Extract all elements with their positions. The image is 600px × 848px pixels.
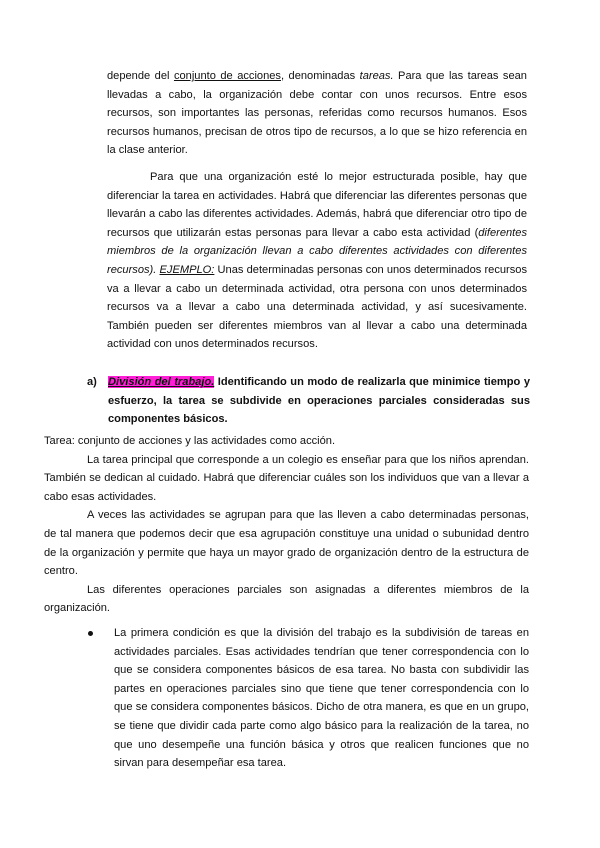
paragraph-text [107, 67, 527, 160]
section-heading [87, 373, 530, 429]
heading-text [108, 373, 530, 429]
text-span: depende del [107, 70, 174, 82]
text-span: Para que las tareas sean llevadas a cabo, la organización debe contar con unos recursos. Entre esos recursos, son importantes las personas, referidas como recursos humanos. Esos recursos humanos, precisan de otros tipo de recursos, a lo que se hizo referencia en la clase anterior. [107, 70, 527, 157]
bullet-text: La primera condición es que la división del trabajo es la subdivisión de tareas en actividades parciales. Esas actividades tendrían que tener correspondencia con lo que se considera componentes básicos de esa tarea. No basta con subdividir las partes en operaciones parciales sino que tiene que tener correspondencia con lo que se considera componentes básicos. Dicho de otra manera, es que en un grupo, se tiene que dividir cada parte como algo básico para la realización de la tarea, no que uno desempeñe una función básica y otros que realicen funciones que no sirvan para desempeñar esa tarea. [114, 627, 529, 770]
highlighted-term: División del trabajo. [108, 376, 215, 388]
text-span: Unas determinadas personas con unos determinados recursos va a llevar a cabo un determinada actividad, otra persona con unos determinados recursos va a llevar a cabo una determinada actividad, y así sucesivamente. También pueden ser diferentes miembros van al llevar a cabo una determinada actividad con unos determinados recursos. [107, 263, 527, 351]
italic-note: diferentes miembros de la organización llevan a cabo diferentes actividades con diferentes recursos). [107, 226, 527, 276]
heading-body: Identificando un modo de realizarla que minimice tiempo y esfuerzo, la tarea se subdivide en operaciones parciales consideradas sus componentes básicos. [108, 376, 530, 426]
paragraph-actividades [107, 168, 527, 354]
paragraph-text [107, 168, 527, 354]
list-letter: a) [87, 376, 97, 388]
paragraph-agrupacion: A veces las actividades se agrupan para que las lleven a cabo determinadas personas, de tal manera que podemos decir que esa agrupación constituye una unidad o subunidad dentro de la organización y permite que haya un mayor grado de organización dentro de la estructura de centro. [44, 509, 529, 578]
bullet-icon [88, 631, 93, 636]
paragraph-colegio: La tarea principal que corresponde a un colegio es enseñar para que los niños aprendan. También se dedican al cuidado. Habrá que diferenciar cuáles son los individuos que van a llevar a cabo esas actividades. [44, 453, 529, 503]
text-span: , denominadas [280, 70, 360, 82]
definition-line: Tarea: conjunto de acciones y las actividades como acción. [44, 435, 336, 447]
italic-term: tareas. [359, 70, 394, 82]
bullet-item [88, 624, 529, 773]
underlined-term: conjunto de acciones [173, 70, 281, 82]
body-section [44, 432, 529, 618]
text-span: Para que una organización esté lo mejor estructurada posible, hay que diferenciar la tarea en actividades. Habrá que diferenciar las diferentes personas que llevarán a cabo las diferentes actividades. Además, habrá que diferenciar otro tipo de recursos que utilizarán estas personas para llevar a cabo esta actividad ( [107, 171, 527, 239]
paragraph-recursos [107, 67, 527, 160]
ejemplo-label: EJEMPLO: [159, 263, 215, 276]
paragraph-operaciones: Las diferentes operaciones parciales son asignadas a diferentes miembros de la organización. [44, 583, 529, 615]
